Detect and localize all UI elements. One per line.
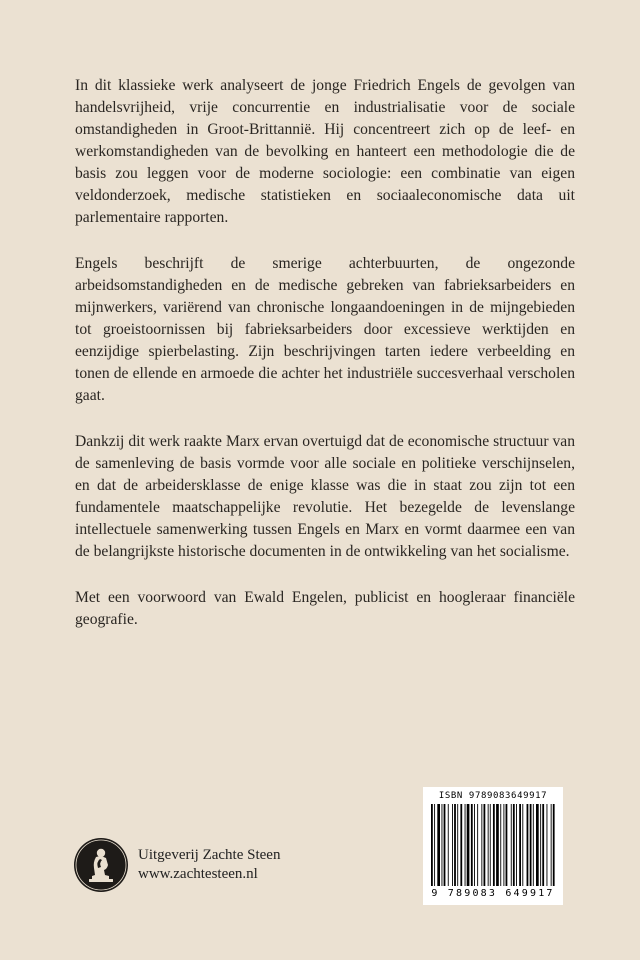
- blurb-paragraph-3: Dankzij dit werk raakte Marx ervan overtuigd dat de economische structuur van de samenleving de basis vormde voor alle sociale en politieke verschijnselen, en dat de arbeidersklasse de enige klasse was die in staat zou zijn tot een fundamentele maatschappelijke revolutie. Het bezegelde de levenslange intellectuele samenwerking tussen Engels en Marx en vormt daarmee een van de belangrijkste historische documenten in de ontwikkeling van het socialisme.: [75, 433, 575, 560]
- isbn-barcode: [423, 787, 563, 905]
- publisher-name: Uitgeverij Zachte Steen: [138, 847, 281, 863]
- blurb-paragraph-2: Engels beschrijft de smerige achterbuurten, de ongezonde arbeidsomstandigheden en de medische gebreken van fabrieksarbeiders en mijnwerkers, variërend van chronische longaandoeningen in de mijngebieden tot groeistoornissen bij fabrieksarbeiders door excessieve werktijden en eenzijdige spierbelasting. Zijn beschrijvingen tarten iedere verbeelding en tonen de ellende en armoede die achter het industriële succesverhaal verscholen gaat.: [75, 255, 575, 404]
- publisher-website[interactable]: www.zachtesteen.nl: [138, 866, 258, 882]
- publisher-text: [138, 846, 280, 884]
- blurb-paragraph-4: Met een voorwoord van Ewald Engelen, publicist en hoogleraar financiële geografie.: [75, 589, 575, 628]
- publisher-block: [74, 838, 280, 892]
- isbn-label: ISBN 9789083649917: [438, 791, 548, 801]
- blurb-paragraph-1: In dit klassieke werk analyseert de jonge Friedrich Engels de gevolgen van handelsvrijheid, vrije concurrentie en industrialisatie voor de sociale omstandigheden in Groot-Brittannië. Hij concentreert zich op de leef- en werkomstandigheden van de bevolking en hanteert een methodologie die de basis zou leggen voor de moderne sociologie: een combinatie van eigen veldonderzoek, medische statistieken en sociaaleconomische data uit parlementaire rapporten.: [75, 77, 575, 226]
- thinker-statue-icon: [74, 838, 128, 892]
- blurb-text: [75, 75, 575, 655]
- barcode-bars: [431, 804, 555, 886]
- isbn-digits: 9 789083 649917: [431, 888, 555, 899]
